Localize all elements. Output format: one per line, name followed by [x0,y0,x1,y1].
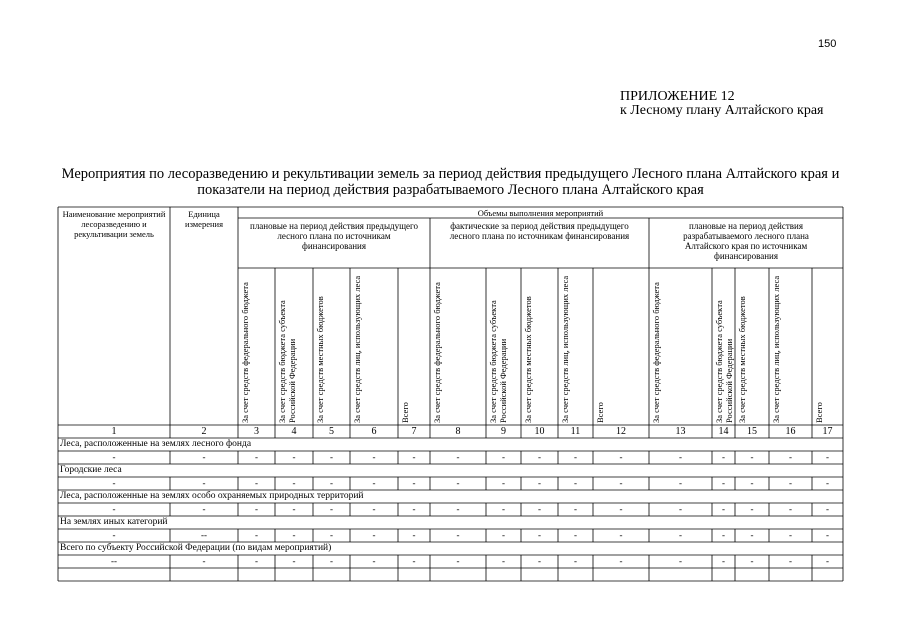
table-cell: - [722,504,725,514]
table-cell: - [574,478,577,488]
table-cell: - [789,530,792,540]
subcol-header-10: За счет средств местных бюджетов [523,296,533,423]
table-cell: - [619,478,623,488]
table-cell: - [722,478,725,488]
table-cell: - [330,556,333,566]
table-cell: - [202,452,206,462]
appendix-line2: к Лесному плану Алтайского края [620,103,824,118]
table-cell: - [722,530,725,540]
col-number-5: 5 [329,426,334,437]
table-cell: - [750,556,754,566]
table-cell: - [202,478,206,488]
subcol-header-4: За счет средств бюджета субъекта Российской Федерации [277,300,297,423]
table-cell: - [372,478,376,488]
table-cell: - [722,556,725,566]
table-cell: - [826,452,829,462]
table-cell: - [202,504,206,514]
table-cell: - [502,504,505,514]
table-cell: - [538,504,541,514]
table-cell: - [372,452,376,462]
table-cell: - [750,504,754,514]
table-cell: - [679,530,682,540]
table-cell: - [619,504,623,514]
table-cell: - [789,504,792,514]
table-cell: - [330,478,333,488]
subcol-header-13: За счет средств федерального бюджета [651,282,661,423]
table-cell: - [538,478,541,488]
col-number-1: 1 [111,426,117,437]
col-number-14: 14 [718,426,729,437]
table-cell: - [456,504,460,514]
table-cell: - [412,478,416,488]
table-cell: - [456,530,460,540]
table-cell: - [619,556,623,566]
table-cell: - [456,478,460,488]
table-cell: - [619,530,623,540]
document-title: Мероприятия по лесоразведению и рекультивации земель за период действия предыдущего Лесного плана Алтайского края и показатели на период действия разрабатываемого Лесного плана Алтайского края [61,166,840,198]
col-name-header: Наименование мероприятий лесоразведению и рекультивации земель [62,209,166,239]
section-label: На землях иных категорий [60,517,168,527]
table-cell: - [330,504,333,514]
table-cell: - [750,530,754,540]
table-cell: - [679,556,682,566]
table-cell: - [538,556,541,566]
col-unit-header: Единица измерения [185,209,223,229]
table-cell: - [412,504,416,514]
table-cell: - [255,452,258,462]
table-cell: - [574,452,577,462]
volumes-header: Объемы выполнения мероприятий [477,208,604,218]
table-cell: - [412,556,416,566]
table-cell: - [574,556,577,566]
group-header-1: плановые на период действия предыдущего лесного плана по источникам финансирования [250,221,418,251]
table-cell: - [202,556,206,566]
subcol-header-8: За счет средств федерального бюджета [432,282,442,423]
table-cell: - [456,452,460,462]
table-cell: - [255,556,258,566]
col-number-2: 2 [201,426,207,437]
table-cell: - [502,478,505,488]
col-number-7: 7 [411,426,417,437]
table-cell: - [292,478,296,488]
table-cell: - [574,530,577,540]
table-cell: - [750,452,754,462]
table-cell: - [789,556,792,566]
section-label: Городские леса [60,465,122,475]
group-header-3: плановые на период действия разрабатываемого лесного плана Алтайского края по источникам финансирования [683,221,809,261]
subcol-header-9: За счет средств бюджета субъекта Российской Федерации [488,300,508,423]
table-cell: - [112,530,116,540]
subcol-header-17: Всего [814,402,824,423]
table-cell: - [502,452,505,462]
subcol-header-6: За счет средств лиц, использующих леса [352,275,362,423]
table-cell: - [538,530,541,540]
col-number-3: 3 [254,426,259,437]
group-header-2: фактические за период действия предыдущего лесного плана по источникам финансирования [449,221,630,241]
table-cell: - [679,478,682,488]
subcol-header-12: Всего [595,402,605,423]
col-number-12: 12 [616,426,626,437]
table-cell: - [112,504,116,514]
table-cell: - [372,504,376,514]
table-cell: - [679,504,682,514]
table-cell: - [255,504,258,514]
table-cell: - [619,452,623,462]
subcol-header-3: За счет средств федерального бюджета [240,282,250,423]
subcol-header-15: За счет средств местных бюджетов [737,296,747,423]
table-cell: - [574,504,577,514]
table-cell: - [722,452,725,462]
col-number-8: 8 [455,426,461,437]
table-cell: - [255,478,258,488]
table-cell: - [826,478,829,488]
table-cell: - [789,478,792,488]
table-cell: - [456,556,460,566]
table-cell: - [679,452,682,462]
table-cell: -- [201,530,207,540]
col-number-10: 10 [534,426,545,437]
table-cell: - [372,556,376,566]
table-cell: - [412,530,416,540]
table-cell: - [372,530,376,540]
table-cell: - [112,478,116,488]
table-cell: - [112,452,116,462]
table-cell: -- [111,556,117,566]
col-number-11: 11 [570,426,581,437]
table-cell: - [330,530,333,540]
appendix-line1: ПРИЛОЖЕНИЕ 12 [620,89,735,104]
table-cell: - [789,452,792,462]
col-number-16: 16 [785,426,796,437]
table-cell: - [826,504,829,514]
section-label: Леса, расположенные на землях особо охраняемых природных территорий [60,491,364,501]
col-number-17: 17 [822,426,833,437]
page-number: 150 [818,38,837,50]
col-number-4: 4 [291,426,297,437]
subcol-header-14: За счет средств бюджета субъекта Российской Федерации [714,300,734,423]
table-cell: - [255,530,258,540]
table-cell: - [502,556,505,566]
section-label: Всего по субъекту Российской Федерации (по видам мероприятий) [60,543,332,553]
subcol-header-7: Всего [400,402,410,423]
subcol-header-16: За счет средств лиц, использующих леса [771,275,781,423]
table-cell: - [412,452,416,462]
table-cell: - [292,504,296,514]
subcol-header-5: За счет средств местных бюджетов [315,296,325,423]
col-number-9: 9 [501,426,506,437]
col-number-13: 13 [675,426,686,437]
table-cell: - [292,530,296,540]
table-cell: - [750,478,754,488]
table-cell: - [502,530,505,540]
table-cell: - [826,530,829,540]
col-number-6: 6 [371,426,377,437]
subcol-header-11: За счет средств лиц, использующих леса [560,275,570,423]
col-number-15: 15 [747,426,757,437]
table-cell: - [826,556,829,566]
table-cell: - [292,452,296,462]
table-cell: - [538,452,541,462]
section-label: Леса, расположенные на землях лесного фонда [60,439,252,449]
table-cell: - [292,556,296,566]
table-cell: - [330,452,333,462]
